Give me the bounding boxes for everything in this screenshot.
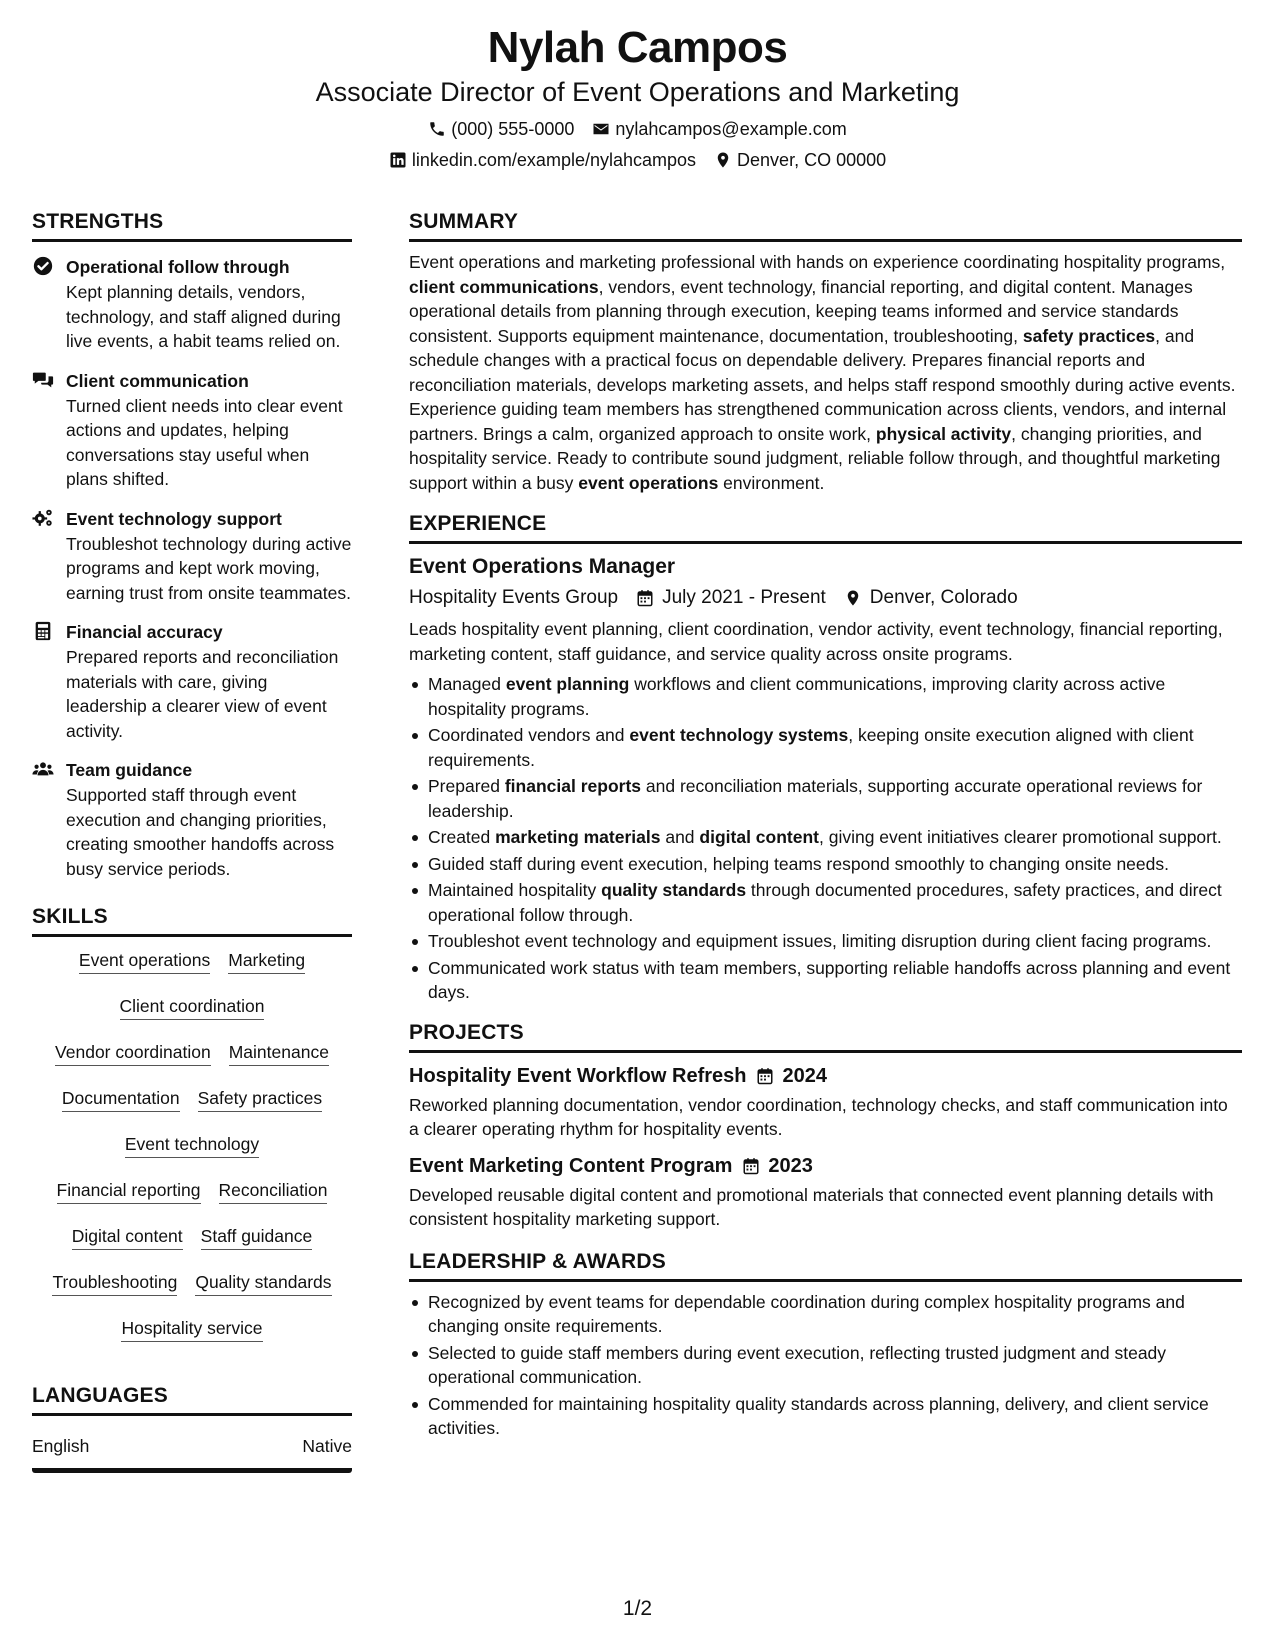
candidate-role: Associate Director of Event Operations and Marketing (315, 77, 960, 107)
bold-keyword: safety practices (1022, 325, 1156, 346)
projects-heading: PROJECTS (409, 1019, 1242, 1053)
email-text[interactable]: nylahcampos@example.com (615, 119, 847, 139)
text-run: Guided staff during event execution, helping teams respond smoothly to changing onsite needs. (428, 853, 1169, 874)
leadership-bullet: Commended for maintaining hospitality quality standards across planning, delivery, and client service activities. (409, 1392, 1242, 1441)
project-year (756, 1062, 827, 1090)
skill-tag: Maintenance (229, 1041, 329, 1066)
linkedin-contact[interactable] (389, 148, 696, 172)
strengths-list (32, 254, 352, 881)
location-text: Denver, Colorado (869, 587, 1018, 608)
text-run: and reconciliation materials, supporting accurate operational reviews for leadership. (428, 776, 1203, 821)
skills-heading: SKILLS (32, 903, 352, 937)
text-run: , and schedule changes with a practical focus on dependable delivery. Prepares financial reports and reconciliation materials, develops marketing assets, and helps staff respond smoothly during active events. Experience guiding team members has strengthened communication across clients, vendors, and internal partners. Brings a calm, organized approach to onsite work, (409, 325, 1236, 444)
leadership-heading: LEADERSHIP & AWARDS (409, 1248, 1242, 1282)
skill-row (32, 1225, 352, 1250)
linkedin-icon (389, 151, 407, 169)
skill-tag: Safety practices (198, 1087, 323, 1112)
right-column (409, 208, 1242, 1443)
skill-row (32, 949, 352, 974)
strength-desc: Kept planning details, vendors, technology, and staff aligned during live events, a habit teams relied on. (66, 282, 341, 351)
project-name: Event Marketing Content Program (409, 1154, 733, 1177)
text-run: , giving event initiatives clearer promotional support. (819, 827, 1222, 847)
company-name (409, 584, 618, 612)
skill-tag: Quality standards (195, 1271, 331, 1296)
dates-text: July 2021 - Present (662, 587, 826, 608)
experience-bullet (409, 825, 1242, 850)
map-pin-icon (844, 589, 862, 607)
bold-keyword: financial reports (504, 776, 642, 796)
text-run: environment. (718, 472, 825, 493)
text-run: Communicated work status with team members, supporting reliable handoffs across planning and event days. (428, 957, 1231, 1002)
bold-keyword: event planning (505, 674, 630, 694)
page-number: 1/2 (622, 1597, 653, 1620)
job-meta (409, 584, 1242, 612)
text-run: , changing priorities, and hospitality service. Ready to contribute sound judgment, reliable follow through, and thoughtful marketing support within a busy (409, 423, 1221, 493)
skill-tag: Vendor coordination (55, 1041, 211, 1066)
job-intro: Leads hospitality event planning, client coordination, vendor activity, event technology, financial reporting, marketing content, staff guidance, and service quality across onsite programs. (409, 619, 1223, 664)
experience-bullet (409, 878, 1242, 927)
envelope-icon (592, 120, 610, 138)
people-icon (32, 758, 54, 780)
skills-list (32, 949, 352, 1342)
company-text: Hospitality Events Group (409, 587, 619, 608)
skill-row (32, 1179, 352, 1204)
strength-item (32, 506, 352, 606)
skill-tag: Event operations (79, 949, 210, 974)
location-contact (714, 148, 886, 172)
project-desc: Reworked planning documentation, vendor coordination, technology checks, and staff communication into a clearer operating rhythm for hospitality events. (409, 1094, 1228, 1139)
project-name: Hospitality Event Workflow Refresh (409, 1064, 747, 1087)
experience-bullet (409, 956, 1242, 1005)
calendar-icon (636, 589, 654, 607)
project-year (742, 1152, 813, 1180)
bold-keyword: client communications (409, 276, 599, 297)
summary-heading: SUMMARY (409, 208, 1242, 242)
strength-title: Client communication (66, 370, 249, 391)
phone-contact (428, 117, 574, 141)
project-title (409, 1152, 1242, 1180)
experience-bullet (409, 723, 1242, 772)
experience-bullets (409, 672, 1242, 1005)
map-pin-icon (714, 151, 732, 169)
text-run: Coordinated vendors and (428, 725, 630, 745)
bold-keyword: quality standards (601, 880, 747, 900)
strengths-heading: STRENGTHS (32, 208, 352, 242)
strength-item (32, 619, 352, 743)
skill-row (32, 1041, 352, 1066)
skill-tag: Staff guidance (201, 1225, 313, 1250)
project-title (409, 1062, 1242, 1090)
skill-tag: Client coordination (120, 995, 265, 1020)
skill-tag: Documentation (62, 1087, 180, 1112)
text-run: and (660, 827, 700, 847)
phone-text: (000) 555-0000 (451, 119, 575, 139)
skill-row (32, 995, 352, 1020)
contact-row-2 (0, 148, 1275, 172)
text-run: Event operations and marketing professional with hands on experience coordinating hospitality programs, (409, 252, 1226, 272)
skill-tag: Marketing (228, 949, 305, 974)
resume-header (0, 22, 1275, 172)
language-level: Native (302, 1436, 352, 1456)
calendar-icon (756, 1067, 774, 1085)
text-run: , keeping onsite execution aligned with client requirements. (428, 725, 1194, 770)
strength-item (32, 757, 352, 881)
language-row (32, 1434, 352, 1473)
check-circle-icon (32, 255, 54, 277)
text-run: Prepared (428, 776, 505, 796)
contact-row-1 (0, 117, 1275, 141)
calculator-icon (32, 620, 54, 642)
strength-title: Team guidance (66, 760, 193, 780)
experience-bullet (409, 672, 1242, 721)
calendar-icon (742, 1157, 760, 1175)
experience-bullet (409, 852, 1242, 877)
project-year-text: 2024 (782, 1064, 827, 1087)
skill-tag: Event technology (125, 1133, 259, 1158)
job-location (844, 584, 1018, 612)
email-contact[interactable] (592, 117, 846, 141)
experience-heading: EXPERIENCE (409, 510, 1242, 544)
experience-bullet (409, 774, 1242, 823)
strength-desc: Supported staff through event execution and changing priorities, creating smoother handoffs across busy service periods. (66, 785, 335, 879)
language-name: English (32, 1436, 90, 1456)
bold-keyword: event operations (578, 472, 719, 493)
text-run: Managed (428, 674, 506, 694)
leadership-bullet: Recognized by event teams for dependable coordination during complex hospitality programs and changing onsite requirements. (409, 1290, 1242, 1339)
strength-item (32, 368, 352, 492)
text-run: Created (428, 827, 496, 847)
text-run: through documented procedures, safety practices, and direct operational follow through. (428, 880, 1222, 925)
bold-keyword: marketing materials (495, 827, 661, 847)
strength-item (32, 254, 352, 354)
linkedin-text[interactable]: linkedin.com/example/nylahcampos (411, 150, 697, 170)
skill-tag: Troubleshooting (52, 1271, 177, 1296)
skill-tag: Reconciliation (219, 1179, 328, 1204)
bold-keyword: digital content (699, 827, 819, 847)
skill-tag: Hospitality service (121, 1317, 262, 1342)
strength-desc: Prepared reports and reconciliation materials with care, giving leadership a clearer view of event activity. (66, 647, 339, 741)
left-column (32, 208, 352, 1473)
job-title: Event Operations Manager (409, 555, 676, 578)
text-run: workflows and client communications, improving clarity across active hospitality programs. (428, 674, 1166, 719)
strength-desc: Turned client needs into clear event actions and updates, helping conversations stay useful when plans shifted. (66, 395, 343, 489)
project-desc: Developed reusable digital content and promotional materials that connected event planning details with consistent hospitality marketing support. (409, 1184, 1214, 1229)
job-dates (636, 584, 826, 612)
summary-text (409, 250, 1242, 495)
skill-row (32, 1087, 352, 1112)
chat-bubbles-icon (32, 369, 54, 391)
experience-bullet (409, 929, 1242, 954)
strength-desc: Troubleshot technology during active programs and kept work moving, earning trust from onsite teammates. (66, 533, 352, 603)
leadership-bullet: Selected to guide staff members during event execution, reflecting trusted judgment and steady operational communication. (409, 1341, 1242, 1390)
strength-title: Financial accuracy (66, 622, 223, 642)
phone-icon (428, 120, 446, 138)
languages-heading: LANGUAGES (32, 1382, 352, 1416)
skill-tag: Digital content (72, 1225, 183, 1250)
candidate-name: Nylah Campos (487, 23, 788, 72)
text-run: , vendors, event technology, financial reporting, and digital content. Manages operational details from planning through execution, keeping teams informed and service standards consistent. Supports equipment maintenance, documentation, troubleshooting, (409, 276, 1193, 346)
bold-keyword: event technology systems (629, 725, 849, 745)
bold-keyword: physical activity (875, 423, 1012, 444)
strength-title: Event technology support (66, 508, 282, 529)
skill-tag: Financial reporting (57, 1179, 201, 1204)
skill-row (32, 1271, 352, 1296)
project-year-text: 2023 (768, 1154, 813, 1177)
skill-row (32, 1317, 352, 1342)
gears-icon (32, 507, 54, 529)
text-run: Maintained hospitality (428, 880, 602, 900)
skill-row (32, 1133, 352, 1158)
leadership-bullets (409, 1290, 1242, 1441)
location-text: Denver, CO 00000 (737, 150, 887, 170)
strength-title: Operational follow through (66, 257, 290, 277)
text-run: Troubleshot event technology and equipment issues, limiting disruption during client facing programs. (428, 931, 1212, 951)
